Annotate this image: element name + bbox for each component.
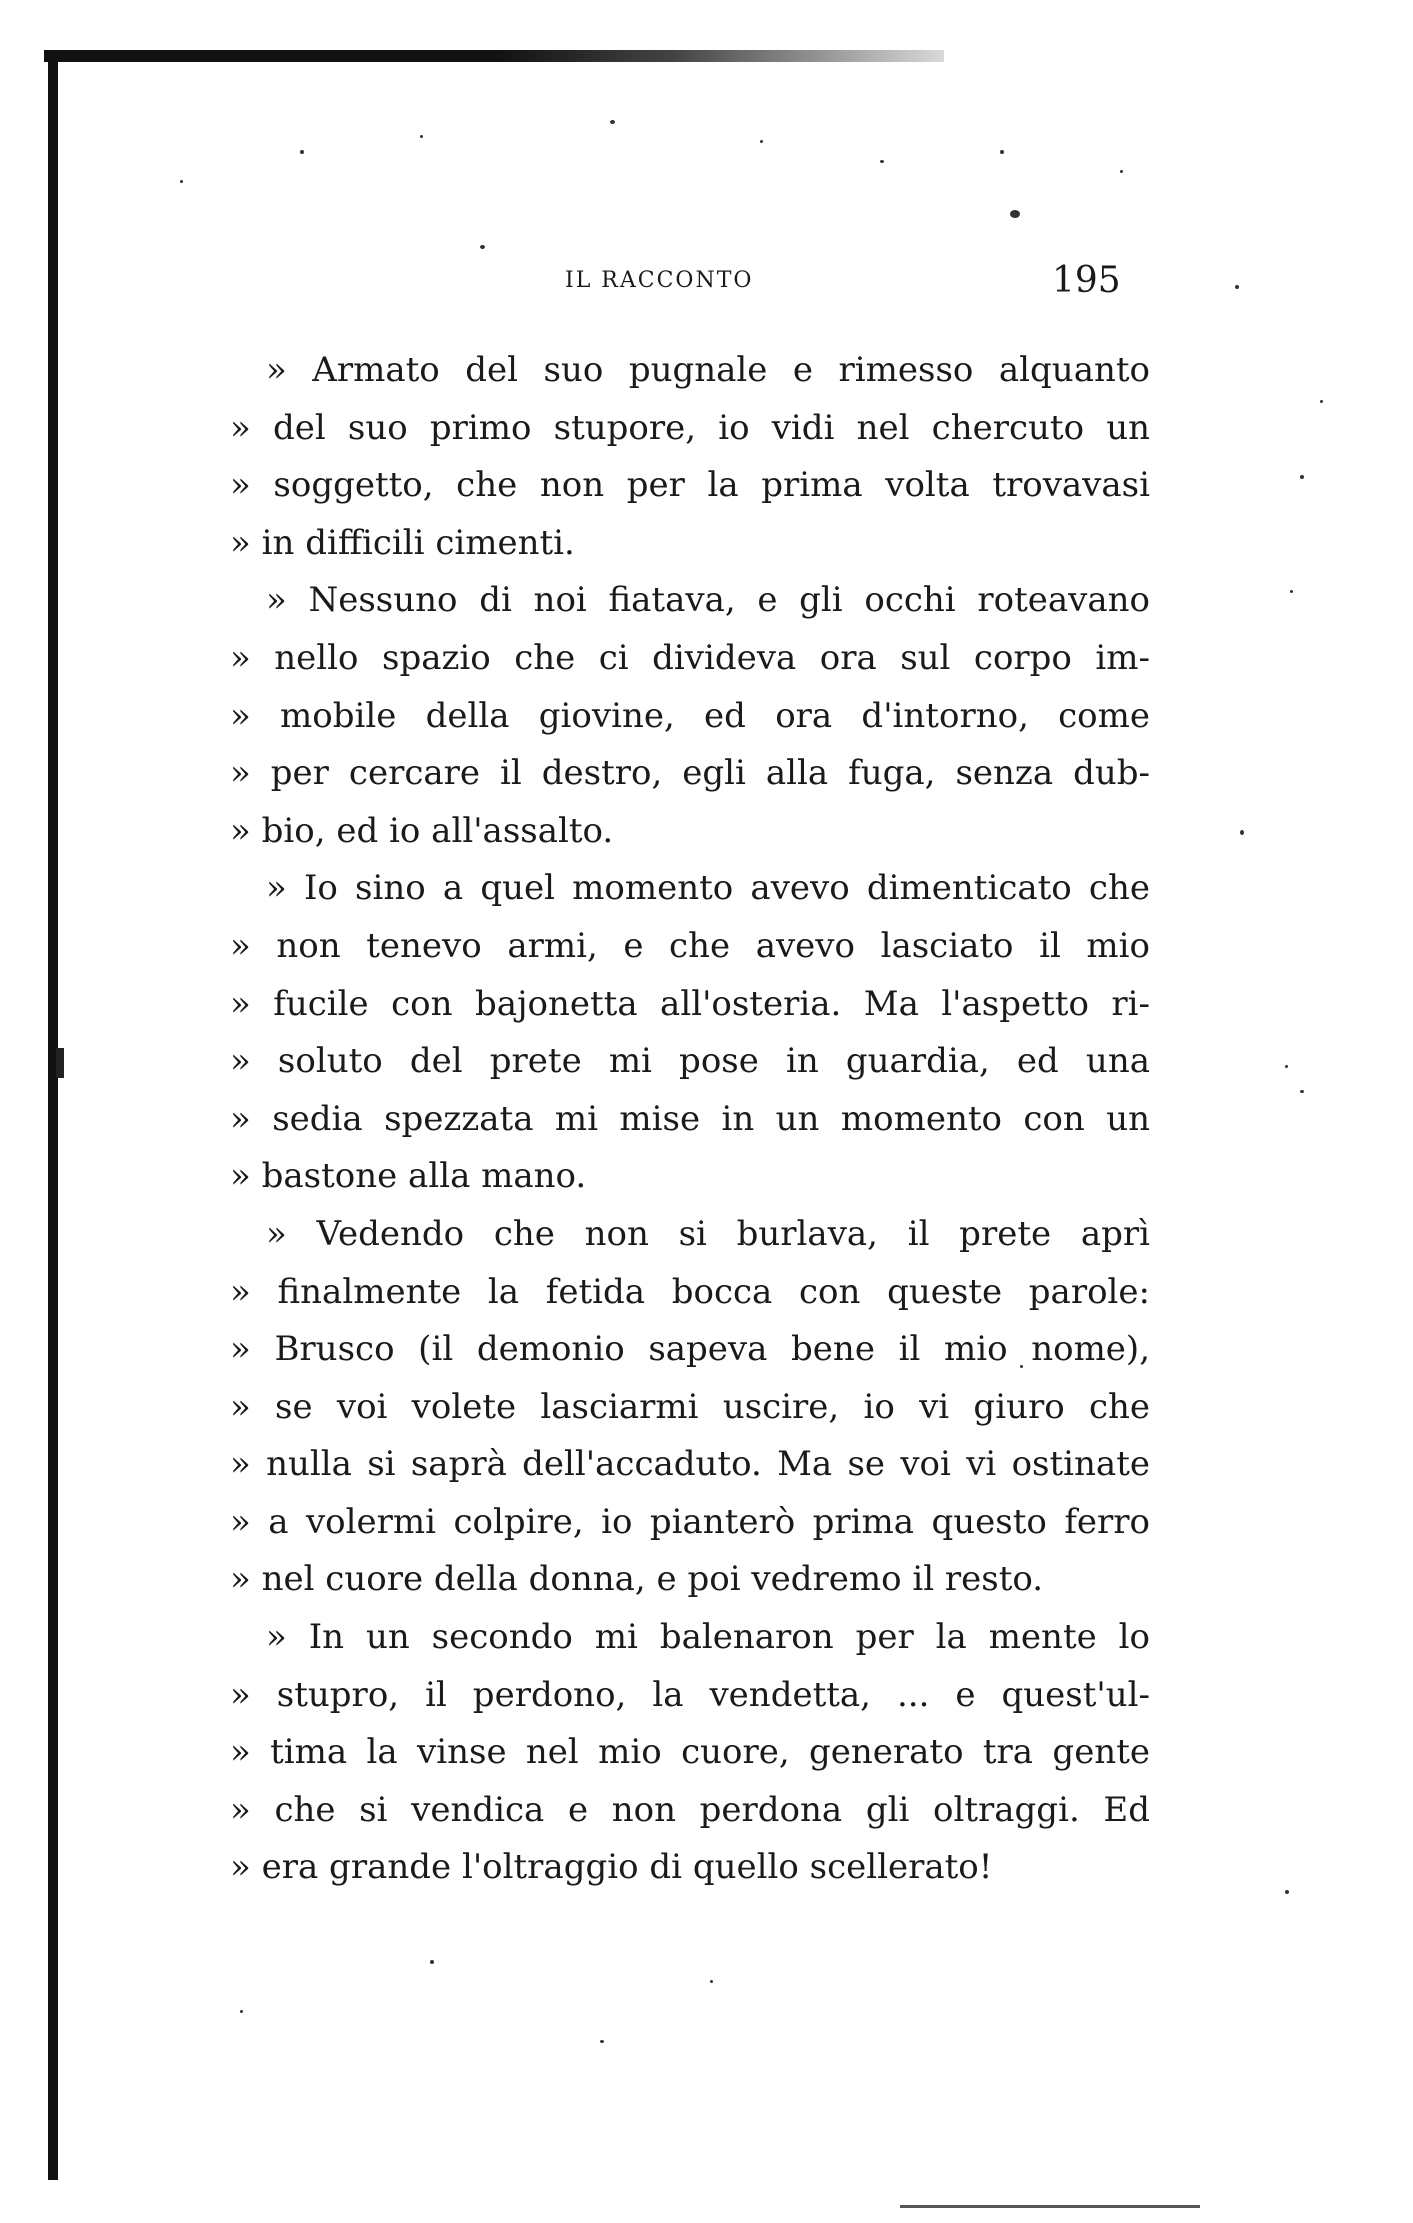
- text-line: » Armato del suo pugnale e rimesso alquanto: [266, 350, 1150, 390]
- text-line: » non tenevo armi, e che avevo lasciato il mio: [230, 925, 1150, 966]
- text-line: » che si vendica e non perdona gli oltraggi. Ed: [230, 1789, 1150, 1830]
- text-line: » soggetto, che non per la prima volta trovavasi: [230, 465, 1150, 506]
- text-line: » era grande l'oltraggio di quello scellerato!: [230, 1847, 993, 1888]
- text-line: » del suo primo stupore, io vidi nel chercuto un: [230, 407, 1150, 448]
- text-line: » sedia spezzata mi mise in un momento con un: [230, 1098, 1150, 1139]
- running-title: IL RACCONTO: [565, 268, 754, 293]
- text-line: » Nessuno di noi fiatava, e gli occhi roteavano: [266, 580, 1150, 621]
- text-line: » a volermi colpire, io pianterò prima questo ferro: [230, 1501, 1150, 1542]
- text-line: » per cercare il destro, egli alla fuga, senza dub-: [230, 753, 1150, 794]
- text-line: » tima la vinse nel mio cuore, generato tra gente: [230, 1732, 1150, 1773]
- text-line: » stupro, il perdono, la vendetta, ... e quest'ul-: [230, 1674, 1150, 1715]
- body-text: [230, 342, 1150, 1897]
- running-head: [0, 262, 1413, 312]
- text-line: » Io sino a quel momento avevo dimenticato che: [266, 868, 1150, 909]
- text-line: » Vedendo che non si burlava, il prete aprì: [266, 1213, 1150, 1254]
- scan-border-left: [48, 50, 58, 2180]
- text-line: » bastone alla mano.: [230, 1156, 587, 1197]
- text-line: » in difficili cimenti.: [230, 522, 575, 563]
- text-line: » nulla si saprà dell'accaduto. Ma se voi vi ostinate: [230, 1444, 1150, 1485]
- scan-border-notch: [56, 1048, 64, 1078]
- text-line: » Brusco (il demonio sapeva bene il mio nome),: [230, 1329, 1150, 1370]
- scan-border-top: [44, 50, 944, 62]
- text-line: » mobile della giovine, ed ora d'intorno, come: [230, 695, 1150, 736]
- text-line: » fucile con bajonetta all'osteria. Ma l'aspetto ri-: [230, 983, 1150, 1024]
- text-line: » bio, ed io all'assalto.: [230, 810, 614, 851]
- text-line: » se voi volete lasciarmi uscire, io vi giuro che: [230, 1386, 1150, 1427]
- text-line: » soluto del prete mi pose in guardia, ed una: [230, 1041, 1150, 1082]
- text-line: » finalmente la fetida bocca con queste parole:: [230, 1271, 1150, 1312]
- text-line: » In un secondo mi balenaron per la mente lo: [266, 1617, 1150, 1658]
- page-number: 195: [1052, 260, 1121, 301]
- text-line: » nel cuore della donna, e poi vedremo il resto.: [230, 1559, 1044, 1600]
- scan-border-bottom: [900, 2205, 1200, 2208]
- text-line: » nello spazio che ci divideva ora sul corpo im-: [230, 637, 1150, 678]
